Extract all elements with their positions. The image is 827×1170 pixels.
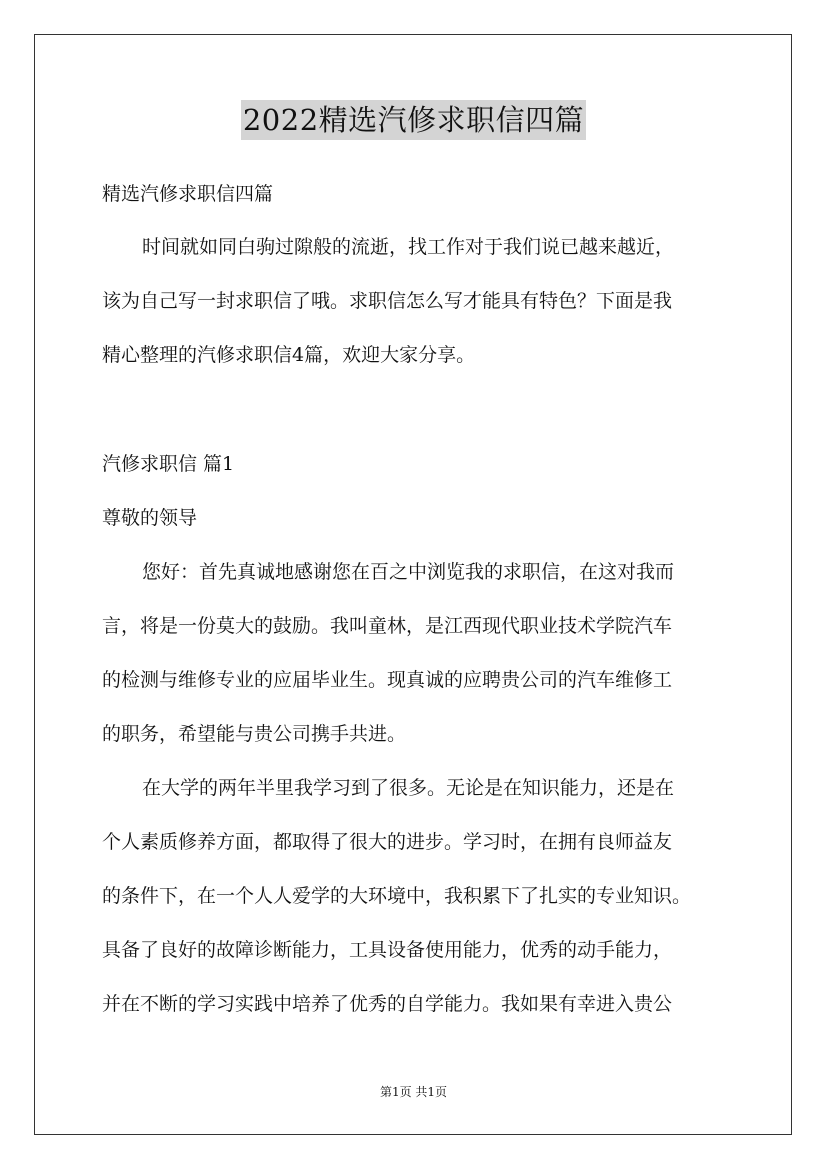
paragraph-line: 时间就如同白驹过隙般的流逝，找工作对于我们说已越来越近， — [142, 236, 675, 258]
paragraph-line: 言，将是一份莫大的鼓励。我叫童林，是江西现代职业技术学院汽车 — [102, 615, 673, 637]
paragraph-line: 具备了良好的故障诊断能力，工具设备使用能力，优秀的动手能力， — [102, 939, 673, 961]
salutation-line: 尊敬的领导 — [102, 507, 198, 529]
title-container — [0, 100, 827, 140]
paragraph-line: 您好：首先真诚地感谢您在百之中浏览我的求职信，在这对我而 — [142, 561, 675, 583]
paragraph-line: 精心整理的汽修求职信4篇，欢迎大家分享。 — [102, 344, 476, 366]
paragraph-line: 的条件下，在一个人人爱学的大环境中，我积累下了扎实的专业知识。 — [102, 885, 692, 907]
document-title: 2022精选汽修求职信四篇 — [241, 100, 586, 140]
page-footer: 第1页 共1页 — [379, 1085, 448, 1099]
paragraph-line: 的职务，希望能与贵公司携手共进。 — [102, 723, 407, 745]
subtitle-line: 精选汽修求职信四篇 — [102, 183, 274, 205]
paragraph-line: 并在不断的学习实践中培养了优秀的自学能力。我如果有幸进入贵公 — [102, 993, 673, 1015]
section-heading: 汽修求职信 篇1 — [102, 453, 235, 475]
paragraph-line: 个人素质修养方面，都取得了很大的进步。学习时，在拥有良师益友 — [102, 831, 673, 853]
paragraph-line: 该为自己写一封求职信了哦。求职信怎么写才能具有特色？下面是我 — [102, 290, 673, 312]
paragraph-line: 在大学的两年半里我学习到了很多。无论是在知识能力，还是在 — [142, 777, 675, 799]
paragraph-line: 的检测与维修专业的应届毕业生。现真诚的应聘贵公司的汽车维修工 — [102, 669, 673, 691]
